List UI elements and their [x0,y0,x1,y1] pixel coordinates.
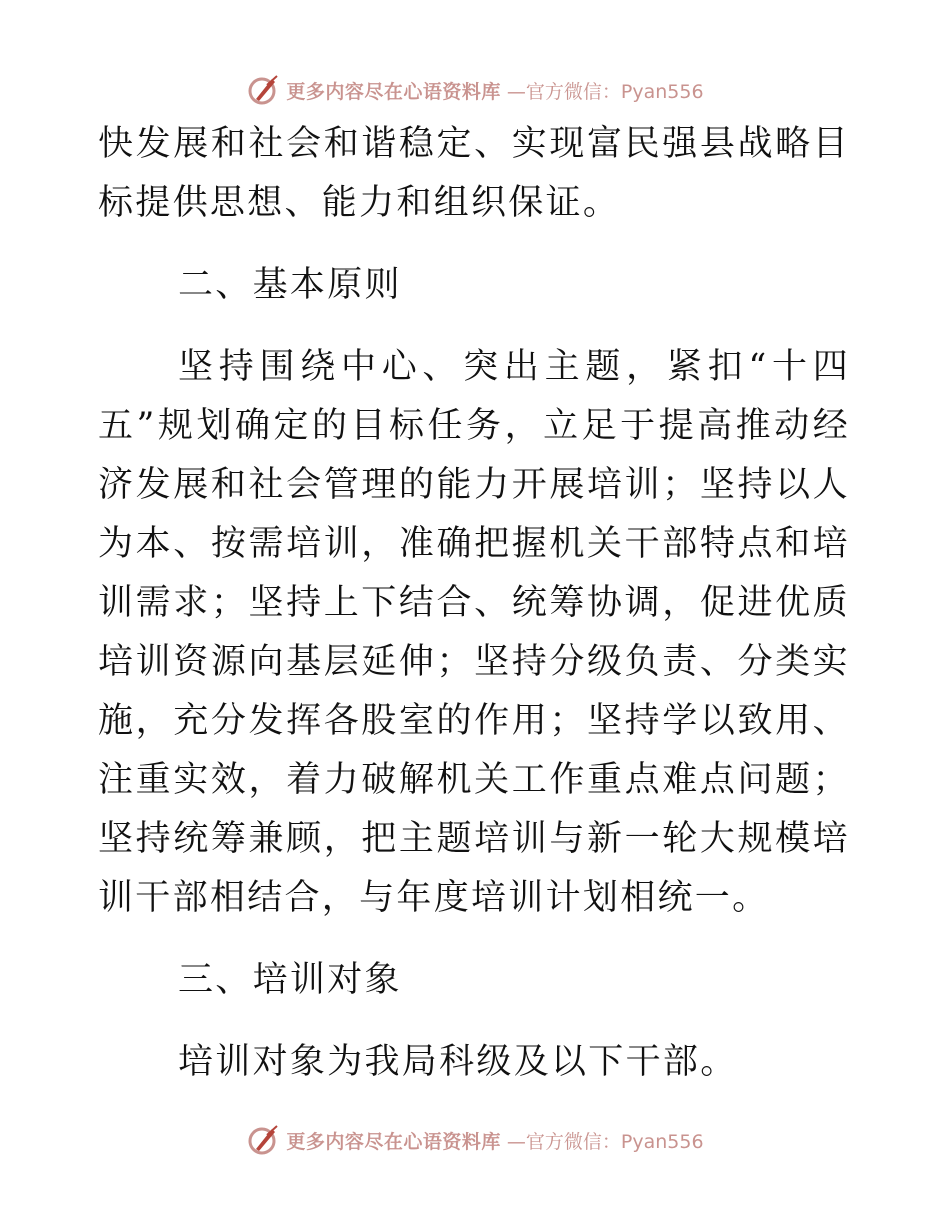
document-body [98,115,850,1092]
watermark-brand: 更多内容尽在心语资料库 [286,80,501,103]
paragraph-training-targets: 培训对象为我局科级及以下干部。 [178,1042,738,1082]
section-heading-basic-principles: 二、基本原则 [178,265,402,305]
quill-circle-logo-icon [246,73,280,107]
paragraph-basic-principles: 坚持围绕中心、突出主题，紧扣“十四五”规划确定的目标任务，立足于提高推动经济发展和社会管理的能力开展培训；坚持以人为本、按需培训，准确把握机关干部特点和培训需求；坚持上下结合、统筹协调，促进优质培训资源向基层延伸；坚持分级负责、分类实施，充分发挥各股室的作用；坚持学以致用、注重实效，着力破解机关工作重点难点问题；坚持统筹兼顾，把主题培训与新一轮大规模培训干部相结合，与年度培训计划相统一。 [98,347,850,918]
watermark-banner-bottom [0,1120,950,1160]
quill-circle-logo-icon [246,1123,280,1157]
watermark-contact: —官方微信：Pyan556 [506,1130,704,1153]
watermark-contact: —官方微信：Pyan556 [506,80,704,103]
paragraph-continuation: 快发展和社会和谐稳定、实现富民强县战略目标提供思想、能力和组织保证。 [98,124,850,223]
section-heading-training-targets: 三、培训对象 [178,960,402,1000]
watermark-brand: 更多内容尽在心语资料库 [286,1130,501,1153]
watermark-banner-top [0,70,950,110]
